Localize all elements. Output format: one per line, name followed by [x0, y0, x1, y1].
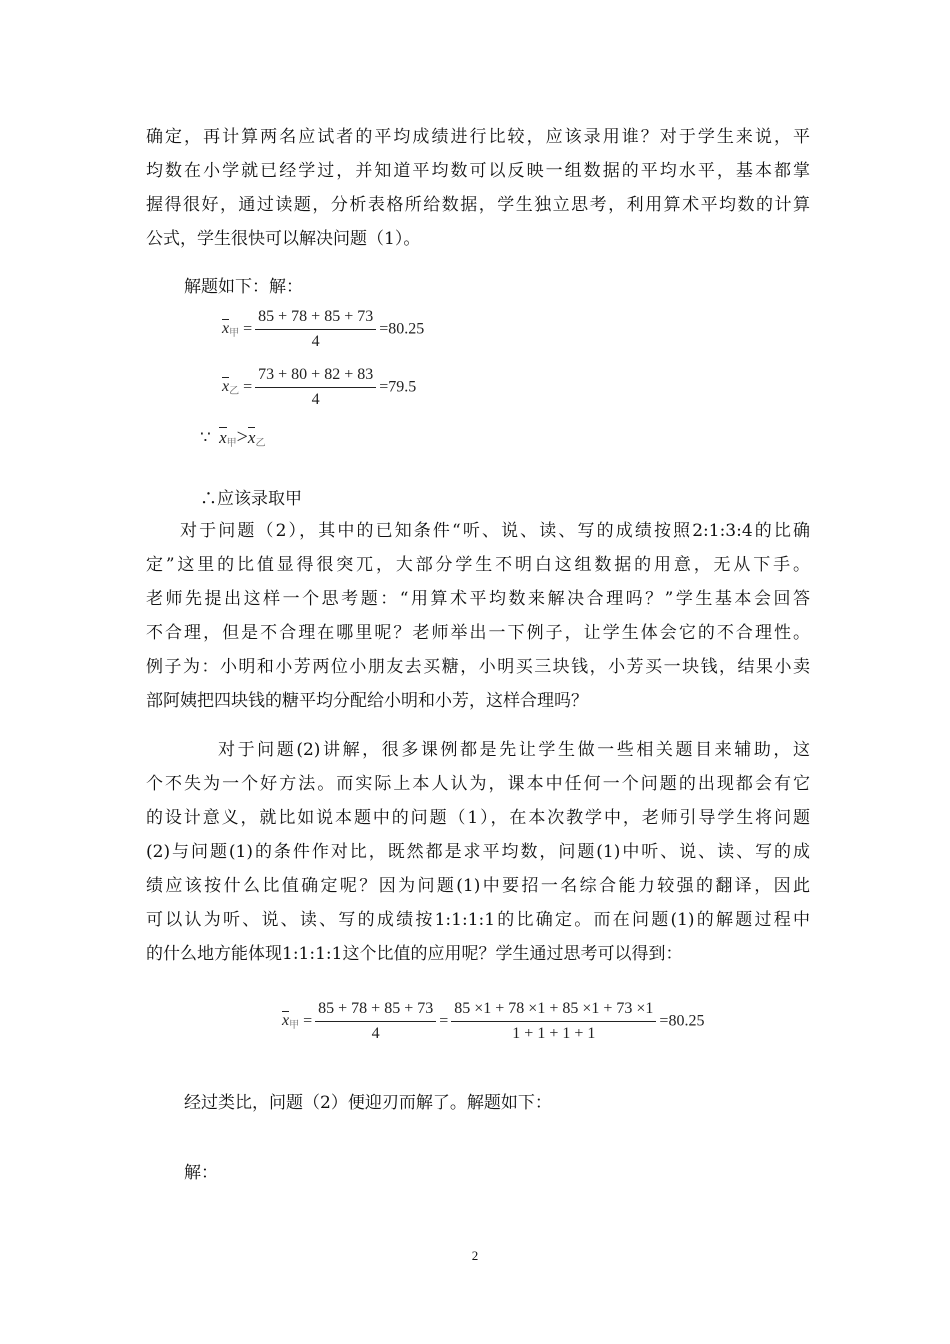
text-line: 定”这里的比值显得很突兀，大部分学生不明白这组数据的用意，无从下手。	[146, 555, 810, 575]
text-line: 的什么地方能体现1:1:1:1这个比值的应用呢？学生通过思考可以得到：	[146, 944, 683, 964]
text-line: 公式，学生很快可以解决问题（1）。	[146, 229, 421, 249]
text-line: (2)与问题(1)的条件作对比，既然都是求平均数，问题(1)中听、说、读、写的成	[146, 842, 810, 862]
text-line: 可以认为听、说、读、写的成绩按1:1:1:1的比确定。而在问题(1)的解题过程中	[146, 910, 810, 930]
formula-weighted-comparison: $x_甲$ = $\frac{85 + 78 + 85 + 73}{4}$ = $\frac{85 \times 1 + 78 \times 1 + 85 \times 1 + 73 \times 1}{1 + 1 + 1 + 1}$ =80.25	[282, 1000, 705, 1042]
paragraph-explanation	[146, 733, 810, 971]
formula-mean-jia: $x_甲$ = $\frac{85 + 78 + 85 + 73}{4}$ =80.25	[222, 308, 425, 350]
result: =80.25	[659, 1012, 705, 1030]
text-line: 不合理，但是不合理在哪里呢？老师举出一下例子，让学生体会它的不合理性。	[146, 623, 810, 643]
fraction	[451, 1000, 656, 1043]
subscript: 甲	[229, 328, 240, 340]
text-line: 对于问题(2)讲解，很多课例都是先让学生做一些相关题目来辅助，这	[218, 740, 810, 760]
denominator: 4	[311, 333, 320, 350]
text-line: 握得很好，通过读题，分析表格所给数据，学生独立思考，利用算术平均数的计算	[146, 195, 810, 215]
text-line: 例子为：小明和小芳两位小朋友去买糖，小明买三块钱，小芳买一块钱，结果小卖	[146, 657, 810, 677]
formula-mean-yi: $x_乙$ = $\frac{73 + 80 + 82 + 83}{4}$ =79.5	[222, 366, 417, 408]
numerator: 85 + 78 + 85 + 73	[315, 1000, 436, 1022]
therefore-line: ∴应该录取甲	[200, 489, 302, 509]
text-line: 老师先提出这样一个思考题：“用算术平均数来解决合理吗？”学生基本会回答	[146, 589, 810, 609]
denominator: 4	[311, 391, 320, 408]
because-line: ∵ $x_甲>x_乙$	[200, 426, 266, 449]
x-bar-symbol: x	[222, 320, 230, 338]
x-bar-symbol: x	[219, 428, 227, 447]
text-line: 个不失为一个好方法。而实际上本人认为，课本中任何一个问题的出现都会有它	[146, 774, 810, 794]
x-bar-symbol: x	[222, 378, 230, 396]
text-line: 部阿姨把四块钱的糖平均分配给小明和小芳，这样合理吗？	[146, 691, 588, 711]
numerator: 85 ×1 + 78 ×1 + 85 ×1 + 73 ×1	[451, 1000, 656, 1022]
page-number: 2	[471, 1248, 479, 1263]
analogy-line: 经过类比，问题（2）便迎刃而解了。解题如下：	[184, 1093, 552, 1113]
text-line: 绩应该按什么比值确定呢？因为问题(1)中要招一名综合能力较强的翻译，因此	[146, 876, 810, 896]
solution-label: 解：	[184, 1163, 218, 1183]
x-bar-symbol: x	[282, 1012, 290, 1030]
text-line: 确定，再计算两名应试者的平均成绩进行比较，应该录用谁？对于学生来说，平	[146, 127, 810, 147]
fraction	[315, 1000, 436, 1043]
numerator: 85 + 78 + 85 + 73	[255, 308, 376, 330]
denominator: 1 + 1 + 1 + 1	[512, 1025, 596, 1042]
result: =80.25	[379, 320, 425, 338]
fraction	[255, 308, 376, 351]
fraction	[255, 366, 376, 409]
text-line: 对于问题（2），其中的已知条件“听、说、读、写的成绩按照2:1:3:4的比确	[180, 521, 810, 541]
numerator: 73 + 80 + 82 + 83	[255, 366, 376, 388]
greater-than: >	[236, 426, 248, 448]
paragraph-question-2	[146, 514, 810, 718]
text-line: 的设计意义，就比如说本题中的问题（1），在本次教学中，老师引导学生将问题	[146, 808, 810, 828]
subscript: 乙	[229, 386, 240, 398]
paragraph-intro	[146, 120, 810, 256]
x-bar-symbol: x	[247, 428, 256, 447]
result: =79.5	[379, 378, 417, 396]
text-line: 均数在小学就已经学过，并知道平均数可以反映一组数据的平均水平，基本都掌	[146, 161, 810, 181]
solution-intro: 解题如下：解：	[184, 277, 303, 297]
because-symbol: ∵	[200, 428, 211, 447]
denominator: 4	[371, 1025, 380, 1042]
